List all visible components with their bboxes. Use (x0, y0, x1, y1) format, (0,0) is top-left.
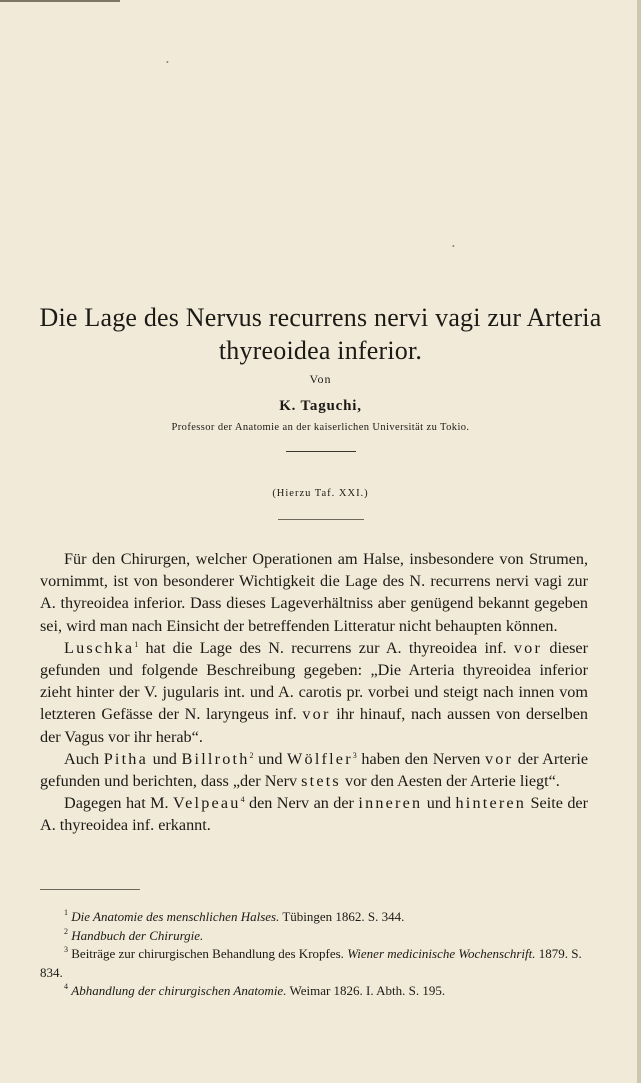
footnote-number: 1 (64, 908, 68, 917)
footnote-rule (40, 889, 140, 890)
footnote-text: Beiträge zur chirurgischen Behandlung des Kropfes. (71, 946, 348, 961)
scan-edge-top (0, 0, 120, 2)
emphasis: stets (301, 772, 341, 791)
author-citation: Billroth (181, 749, 250, 768)
footnote-text: 1879. S. 834. (40, 946, 582, 980)
article-title-line-1: Die Lage des Nervus recurrens nervi vagi zur Arteria (39, 303, 602, 332)
paragraph-text: ihr hinauf, nach aussen von derselben der Vagus vor ihr herab“. (40, 705, 588, 746)
scan-speck: • (452, 242, 455, 251)
paragraph (40, 637, 588, 748)
author-citation: Velpeau (173, 794, 241, 813)
paragraph-text: Für den Chirurgen, welcher Operationen am Halse, insbesondere von Strumen, vornimmt, ist von besonderer Wichtigkeit die Lage des N. recurrens nervi vagi zur A. thyreoidea inferior. Dass dieses Lageverhältniss aber genügend bekannt gegeben sei, wird man nach Einsicht der betreffenden Litteratur nicht behaupten können. (40, 550, 588, 635)
footnote-number: 3 (64, 945, 68, 954)
paragraph-text: dieser gefunden und folgende Beschreibung gegeben: „Die Arteria thyreoidea inferior zieht hinter der V. jugularis int. und A. carotis pr. vorbei und steigt nach innen vom letzteren Gefässe der N. laryngeus inf. (40, 638, 588, 724)
paragraph-text: Dagegen hat M. (64, 794, 174, 813)
paragraph-text: und (147, 749, 182, 768)
author-citation: Wölfler (287, 749, 353, 768)
author-citation: Luschka (64, 638, 135, 657)
paragraph (40, 548, 588, 637)
paragraph (40, 792, 588, 836)
footnote (40, 982, 588, 1001)
emphasis: hinteren (455, 794, 527, 813)
footnote-ref: 3 (352, 750, 357, 760)
plate-reference: (Hierzu Taf. XXI.) (272, 488, 369, 499)
separator-rule (278, 519, 364, 520)
footnote-text: Tübingen 1862. S. 344. (279, 909, 405, 924)
paragraph-text: hat die Lage des N. recurrens zur A. thyreoidea inf. (138, 638, 514, 657)
footnote-ref: 4 (240, 795, 245, 805)
emphasis: inneren (358, 794, 423, 813)
emphasis: vor (302, 705, 331, 724)
paragraph-text: den Nerv an der (244, 794, 359, 813)
byline-von: Von (309, 372, 332, 386)
emphasis: vor (484, 749, 514, 768)
emphasis: vor (513, 638, 543, 657)
paragraph-text: und (422, 794, 456, 813)
scan-edge-right (637, 0, 641, 1083)
footnote-text: Weimar 1826. I. Abth. S. 195. (286, 983, 446, 998)
footnote (40, 945, 588, 982)
paragraph-text: Seite der A. thyreoidea inf. erkannt. (40, 794, 588, 835)
footnote-ref: 1 (134, 639, 139, 649)
author-name: K. Taguchi, (279, 398, 362, 414)
paragraph-text: der Arterie gefunden und berichten, dass „der Nerv (40, 749, 589, 791)
footnote-title: Die Anatomie des menschlichen Halses. (71, 909, 280, 924)
paragraph-text: vor (340, 772, 367, 791)
scan-speck: • (166, 58, 169, 67)
footnote-number: 2 (64, 926, 68, 936)
footnote-ref: 2 (249, 750, 254, 760)
paragraph-text: Auch (64, 749, 104, 768)
footnote (40, 927, 588, 946)
paragraph-text: haben den Nerven (356, 749, 485, 768)
author-affiliation: Professor der Anatomie an der kaiserlichen Universität zu Tokio. (171, 422, 470, 433)
author-citation: Pitha (103, 749, 148, 768)
footnote-title: Abhandlung der chirurgischen Anatomie. (71, 983, 287, 998)
paragraph-text: und (253, 749, 288, 768)
footnote (40, 908, 588, 927)
separator-rule (286, 451, 356, 452)
footnotes (40, 908, 588, 1001)
footnote-title: Wiener medicinische Wochenschrift. (347, 946, 536, 961)
footnote-title: Handbuch der Chirurgie. (71, 927, 204, 943)
article-body (40, 548, 588, 837)
footnote-number: 4 (64, 982, 68, 991)
paragraph-text: den Aesten der Arterie liegt“. (366, 772, 560, 791)
article-title-line-2: thyreoidea inferior. (218, 336, 423, 365)
paragraph (40, 748, 588, 792)
